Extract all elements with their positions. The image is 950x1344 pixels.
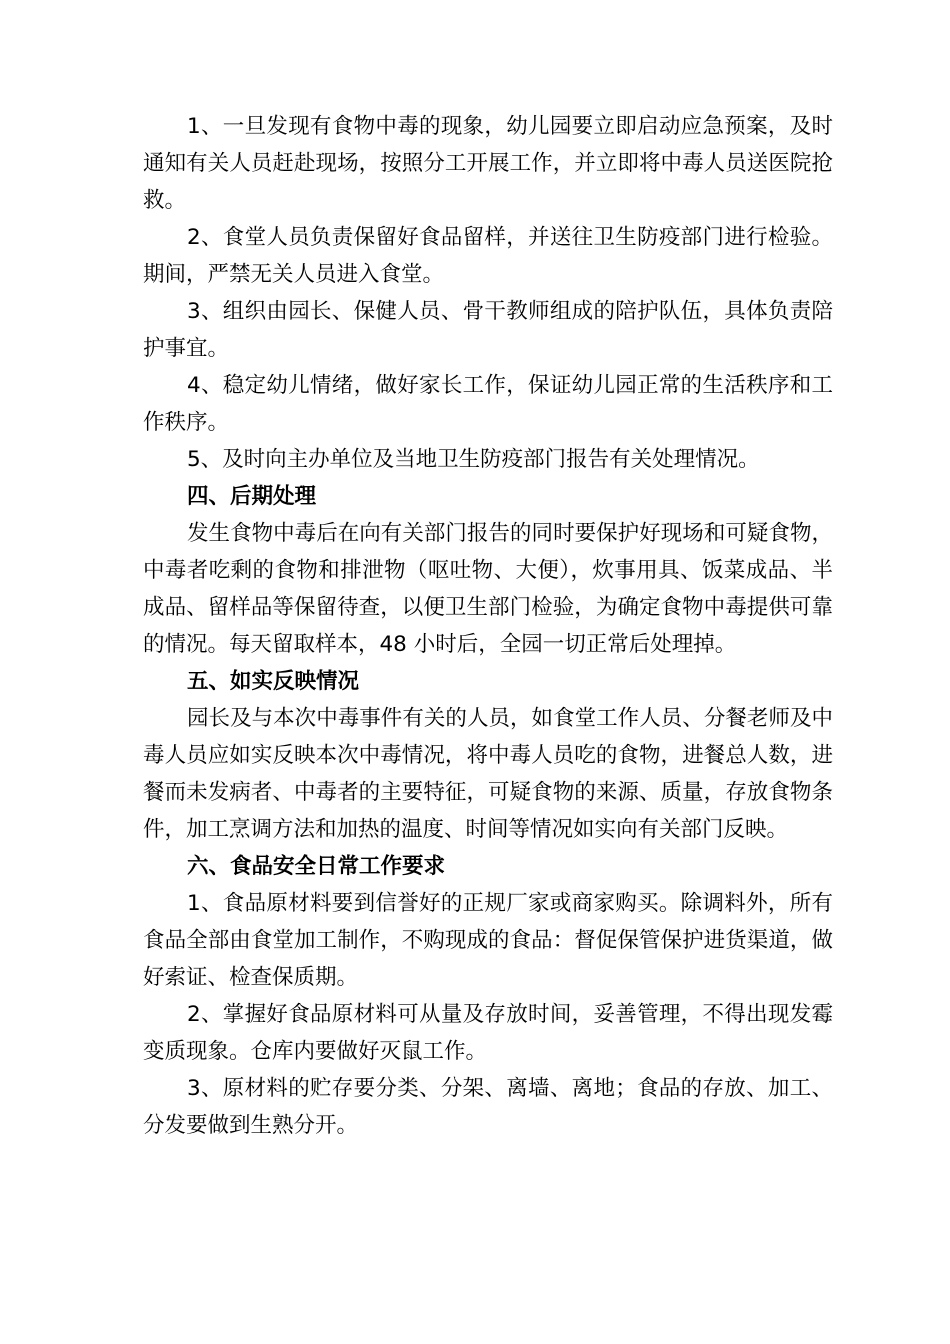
document-body [143,108,833,1144]
section-heading-daily-requirements: 六、食品安全日常工作要求 [187,854,446,879]
paragraph-emergency-step-2: 2、食堂人员负责保留好食品留样，并送往卫生防疫部门进行检验。期间，严禁无关人员进入食堂。 [143,225,833,287]
section-heading-follow-up: 四、后期处理 [187,484,317,509]
paragraph-follow-up: 发生食物中毒后在向有关部门报告的同时要保护好现场和可疑食物，中毒者吃剩的食物和排泄物（呕吐物、大便），炊事用具、饭菜成品、半成品、留样品等保留待查，以便卫生部门检验，为确定食物中毒提供可靠的情况。每天留取样本，48 小时后，全园一切正常后处理掉。 [143,521,833,657]
paragraph-daily-requirement-2: 2、掌握好食品原材料可从量及存放时间，妥善管理，不得出现发霉变质现象。仓库内要做好灭鼠工作。 [143,1002,833,1064]
paragraph-emergency-step-1: 1、一旦发现有食物中毒的现象，幼儿园要立即启动应急预案，及时通知有关人员赶赴现场，按照分工开展工作，并立即将中毒人员送医院抢救。 [143,114,833,213]
paragraph-daily-requirement-3: 3、原材料的贮存要分类、分架、离墙、离地；食品的存放、加工、分发要做到生熟分开。 [143,1076,833,1138]
section-heading-report: 五、如实反映情况 [187,669,360,694]
paragraph-daily-requirement-1: 1、食品原材料要到信誉好的正规厂家或商家购买。除调料外，所有食品全部由食堂加工制作，不购现成的食品：督促保管保护进货渠道，做好索证、检查保质期。 [143,891,833,990]
paragraph-emergency-step-3: 3、组织由园长、保健人员、骨干教师组成的陪护队伍，具体负责陪护事宜。 [143,299,833,361]
paragraph-emergency-step-4: 4、稳定幼儿情绪，做好家长工作，保证幼儿园正常的生活秩序和工作秩序。 [143,373,833,435]
paragraph-report: 园长及与本次中毒事件有关的人员，如食堂工作人员、分餐老师及中毒人员应如实反映本次中毒情况，将中毒人员吃的食物，进餐总人数，进餐而未发病者、中毒者的主要特征，可疑食物的来源、质量，存放食物条件，加工烹调方法和加热的温度、时间等情况如实向有关部门反映。 [143,706,833,842]
paragraph-emergency-step-5: 5、及时向主办单位及当地卫生防疫部门报告有关处理情况。 [187,447,760,472]
